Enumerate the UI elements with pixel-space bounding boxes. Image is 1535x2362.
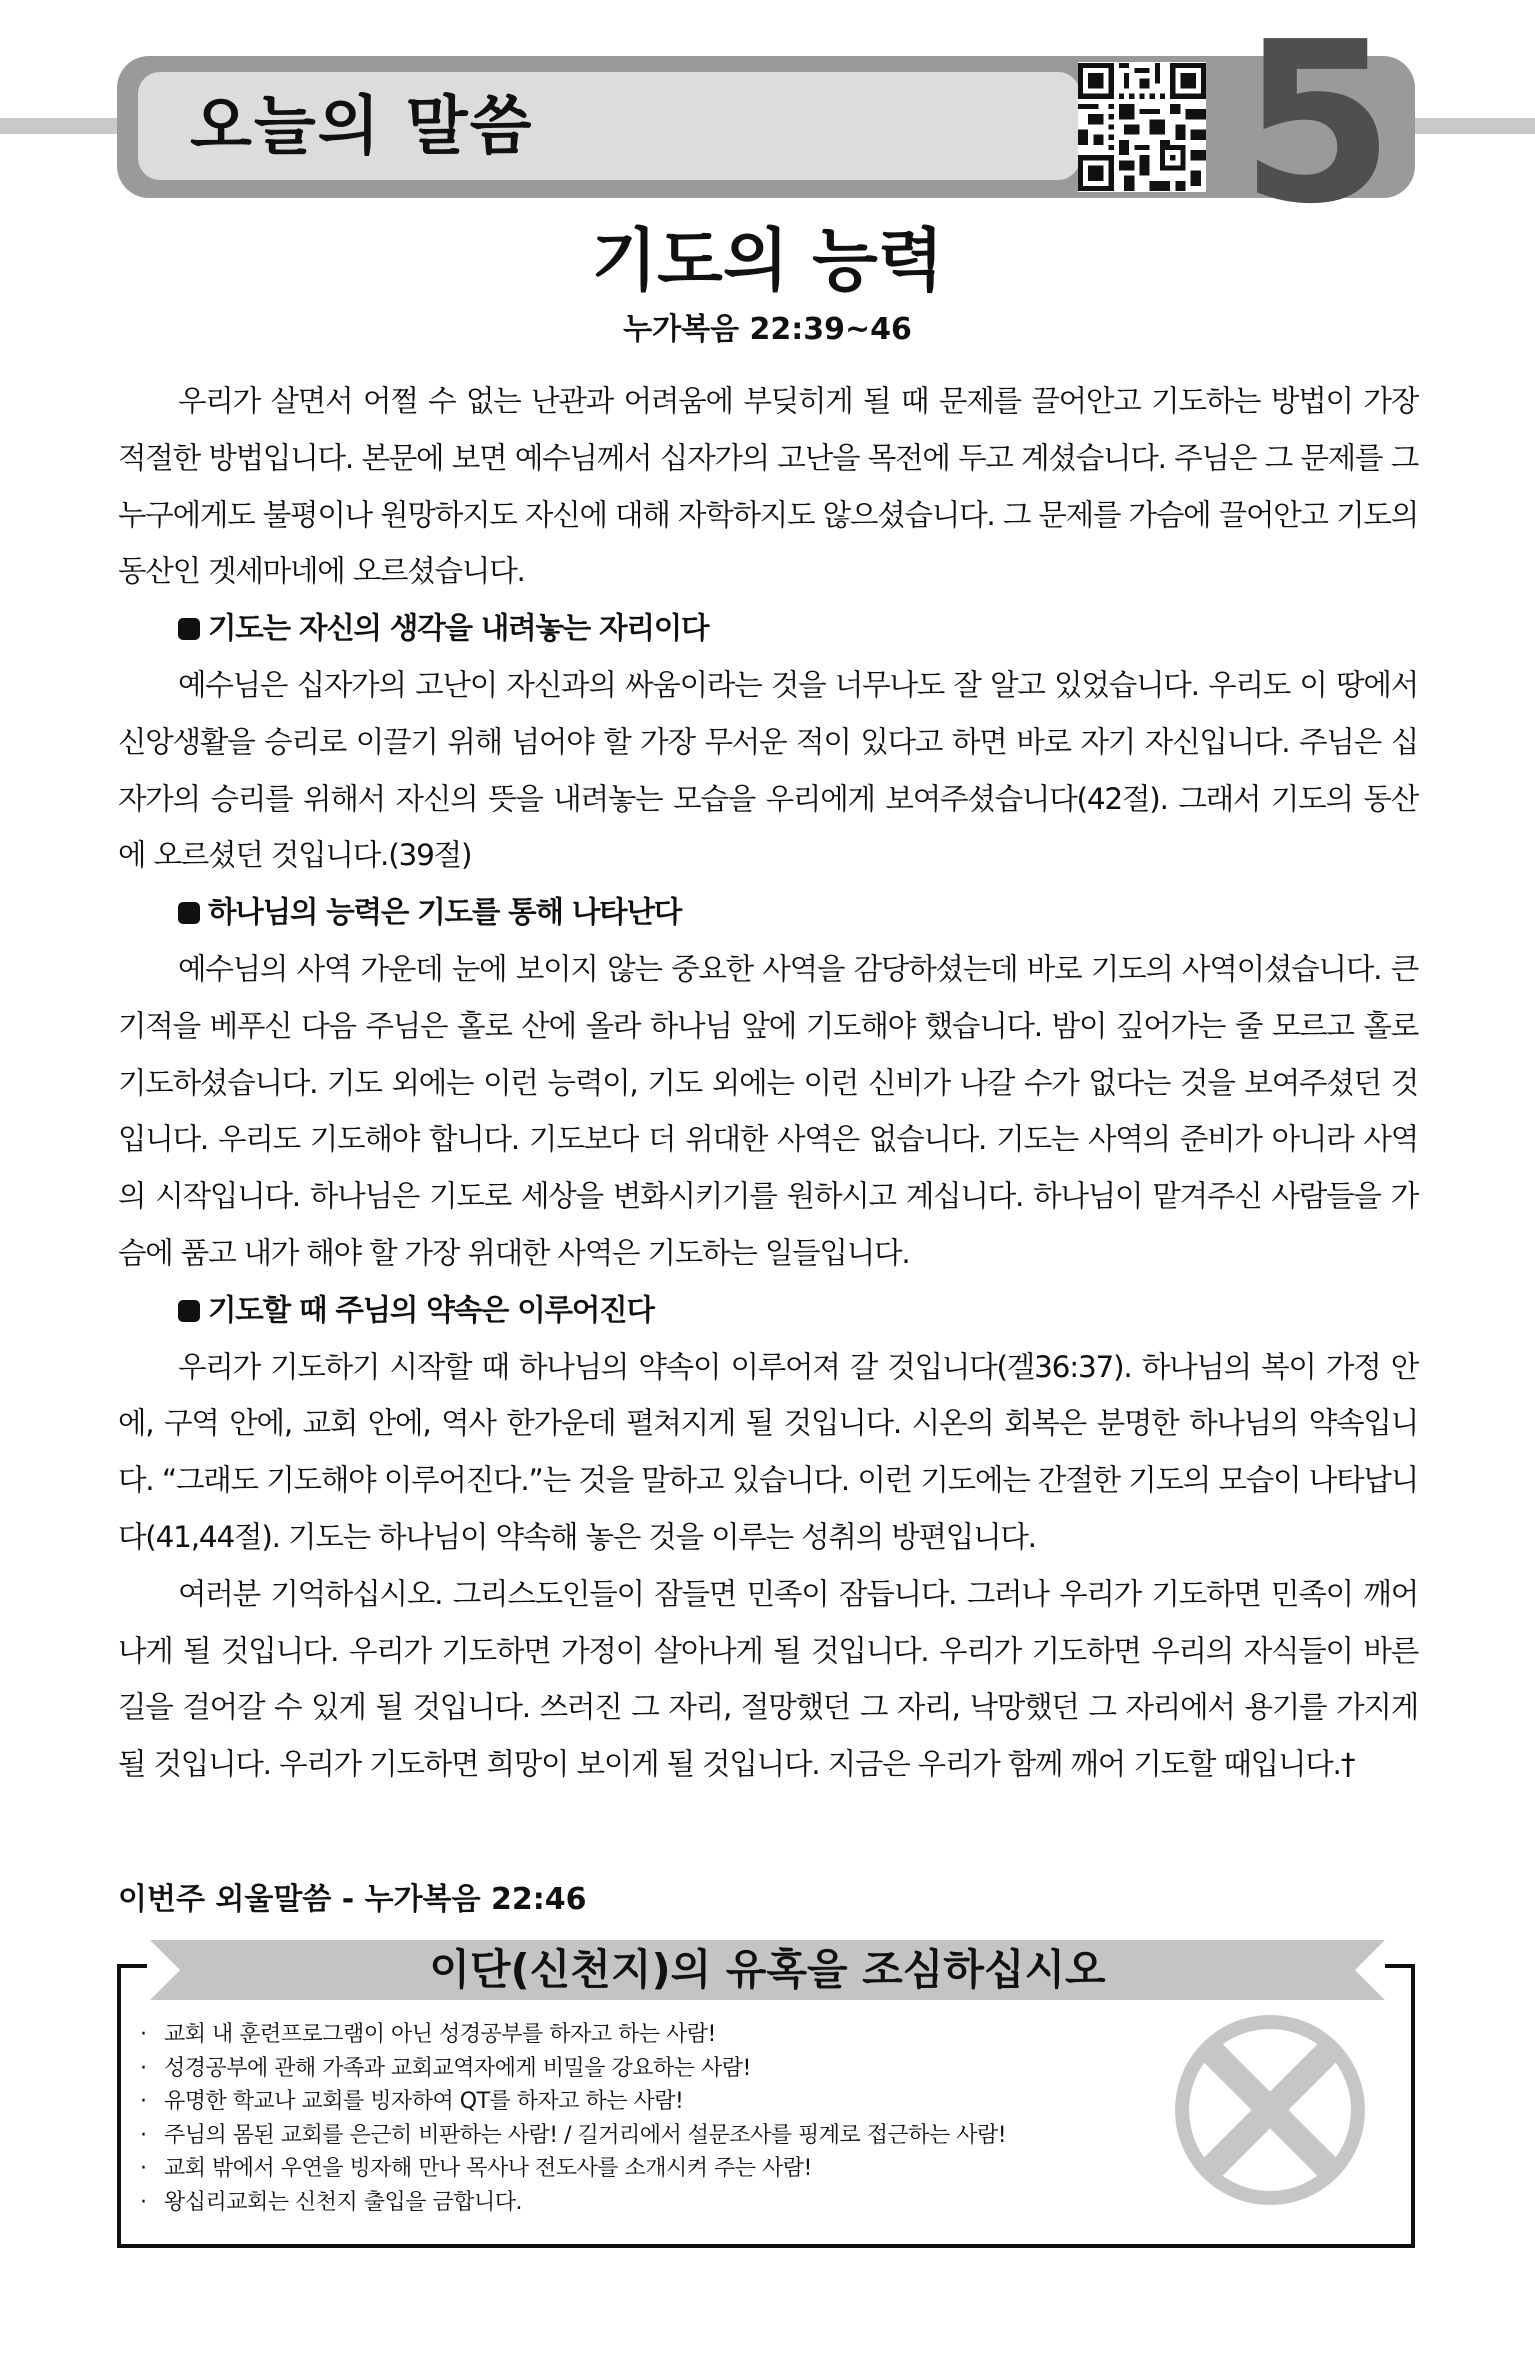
list-item: · 성경공부에 관해 가족과 교회교역자에게 비밀을 강요하는 사람! (140, 2052, 1006, 2086)
scripture-reference: 누가복음 22:39~46 (623, 312, 912, 347)
page-number: 5 (1240, 0, 1395, 253)
memory-verse: 이번주 외울말씀 - 누가복음 22:46 (118, 1882, 587, 1917)
section-paragraph: 예수님은 십자가의 고난이 자신과의 싸움이라는 것을 너무나도 잘 알고 있었습니다. 우리도 이 땅에서 신앙생활을 승리로 이끌기 위해 넘어야 할 가장 무서운 적이 있다고 하면 바로 자기 자신입니다. 주님은 십자가의 승리를 위해서 자신의 뜻을 내려놓는 모습을 우리에게 보여주셨습니다(42절). 그래서 기도의 동산에 오르셨던 것입니다.(39절) (118, 667, 1418, 873)
sermon-body (118, 373, 1418, 1793)
list-item: · 유명한 학교나 교회를 빙자하여 QT를 하자고 하는 사람! (140, 2085, 1006, 2119)
square-bullet-icon (178, 902, 200, 924)
section-paragraph: 예수님의 사역 가운데 눈에 보이지 않는 중요한 사역을 감당하셨는데 바로 기도의 사역이셨습니다. 큰 기적을 베푸신 다음 주님은 홀로 산에 올라 하나님 앞에 기도해야 했습니다. 밤이 깊어가는 줄 모르고 홀로 기도하셨습니다. 기도 외에는 이런 능력이, 기도 외에는 이런 신비가 나갈 수가 없다는 것을 보여주셨던 것입니다. 우리도 기도해야 합니다. 기도보다 더 위대한 사역은 없습니다. 기도는 사역의 준비가 아니라 사역의 시작입니다. 하나님은 기도로 세상을 변화시키기를 원하시고 계십니다. 하나님이 맡겨주신 사람들을 가슴에 품고 내가 해야 할 가장 위대한 사역은 기도하는 일들입니다. (118, 951, 1418, 1270)
list-item: · 왕십리교회는 신천지 출입을 금합니다. (140, 2186, 1006, 2220)
intro-paragraph: 우리가 살면서 어쩔 수 없는 난관과 어려움에 부딪히게 될 때 문제를 끌어안고 기도하는 방법이 가장 적절한 방법입니다. 본문에 보면 예수님께서 십자가의 고난을 목전에 두고 계셨습니다. 주님은 그 문제를 그 누구에게도 불평이나 원망하지도 자신에 대해 자학하지도 않으셨습니다. 그 문제를 가슴에 끌어안고 기도의 동산인 겟세마네에 오르셨습니다. (118, 384, 1418, 589)
list-item: · 교회 내 훈련프로그램이 아닌 성경공부를 하자고 하는 사람! (140, 2018, 1006, 2052)
section-title: 오늘의 말씀 (190, 90, 534, 164)
prohibited-x-icon (1170, 2010, 1370, 2210)
section-paragraph: 우리가 기도하기 시작할 때 하나님의 약속이 이루어져 갈 것입니다(겔36:37). 하나님의 복이 가정 안에, 구역 안에, 교회 안에, 역사 한가운데 펼쳐지게 될 것입니다. 시온의 회복은 분명한 하나님의 약속입니다. “그래도 기도해야 이루어진다.”는 것을 말하고 있습니다. 이런 기도에는 간절한 기도의 모습이 나타납니다(41,44절). 기도는 하나님이 약속해 놓은 것을 이루는 성취의 방편입니다. (118, 1349, 1418, 1554)
list-item: · 주님의 몸된 교회를 은근히 비판하는 사람! / 길거리에서 설문조사를 핑계로 접근하는 사람! (140, 2119, 1006, 2153)
section-heading: 하나님의 능력은 기도를 통해 나타난다 (118, 884, 1418, 941)
sermon-title: 기도의 능력 (591, 222, 944, 301)
warning-list (140, 2018, 1006, 2219)
list-item: · 교회 밖에서 우연을 빙자해 만나 목사나 전도사를 소개시켜 주는 사람! (140, 2152, 1006, 2186)
section-heading: 기도는 자신의 생각을 내려놓는 자리이다 (118, 600, 1418, 657)
square-bullet-icon (178, 618, 200, 640)
qr-code-icon[interactable] (1078, 62, 1206, 192)
warning-title: 이단(신천지)의 유혹을 조심하십시오 (429, 1945, 1106, 1994)
conclusion-paragraph: 여러분 기억하십시오. 그리스도인들이 잠들면 민족이 잠듭니다. 그러나 우리가 기도하면 민족이 깨어나게 될 것입니다. 우리가 기도하면 가정이 살아나게 될 것입니다. 우리가 기도하면 우리의 자식들이 바른 길을 걸어갈 수 있게 될 것입니다. 쓰러진 그 자리, 절망했던 그 자리, 낙망했던 그 자리에서 용기를 가지게 될 것입니다. 우리가 기도하면 희망이 보이게 될 것입니다. 지금은 우리가 함께 깨어 기도할 때입니다.† (118, 1576, 1418, 1782)
section-heading: 기도할 때 주님의 약속은 이루어진다 (118, 1282, 1418, 1339)
square-bullet-icon (178, 1300, 200, 1322)
